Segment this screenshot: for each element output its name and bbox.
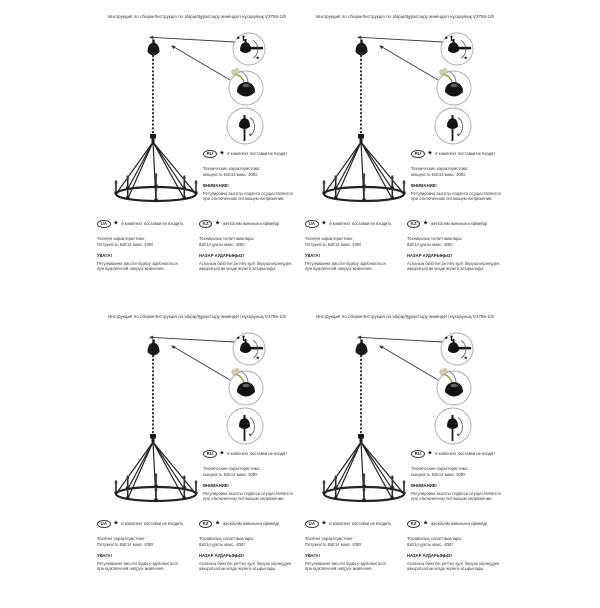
kz-warning-text: Аспаның биіктігін реттеу қуат беруші кернеуден bbox=[199, 260, 292, 266]
kz-badge-row bbox=[407, 220, 505, 228]
hub bbox=[358, 134, 364, 143]
detail-circle-wiring bbox=[229, 368, 263, 405]
kz-badge: KZ bbox=[407, 220, 420, 228]
ua-warning bbox=[97, 553, 195, 571]
ru-specs bbox=[203, 166, 301, 177]
ua-specs-title: Технічні характеристики: bbox=[305, 236, 353, 242]
star-icon: ★ bbox=[463, 55, 468, 62]
star-icon: ★ bbox=[463, 355, 468, 362]
kz-badge: KZ bbox=[199, 520, 212, 528]
page-title: Инструкция по сборке/Інструкція по збірці/Құрастыру жөніндегі нұсқаулық V3756-1/8 bbox=[316, 14, 494, 19]
star-icon: ★ bbox=[427, 449, 433, 457]
manual-page bbox=[92, 308, 302, 608]
star-icon: ★ bbox=[255, 55, 260, 62]
ua-badge-row bbox=[97, 220, 195, 228]
hub bbox=[150, 434, 156, 443]
star-icon: ★ bbox=[422, 519, 429, 527]
kz-specs-value: 8хЕ14 қуаты макс. 40Вт. bbox=[407, 241, 454, 247]
ua-warning-title: УВАГА! bbox=[97, 253, 112, 259]
star-icon: ★ bbox=[444, 335, 449, 342]
detail-circle-rod bbox=[227, 408, 263, 444]
ru-warning bbox=[411, 183, 509, 201]
ru-specs-value: мощность 8хЕ14 макс. 40Вт. bbox=[411, 471, 467, 477]
kz-warning bbox=[407, 253, 505, 271]
manual-page bbox=[300, 8, 510, 308]
kz-section bbox=[407, 520, 505, 572]
kz-not-included-note: жеткізілім жинағына кірмейді bbox=[222, 521, 279, 527]
manual-page bbox=[300, 308, 510, 608]
ru-warning-text: Регулировка высоты подвеса осуществляется bbox=[203, 490, 293, 496]
ua-warning-text: при відключеній напрузі живлення. bbox=[97, 566, 165, 572]
ru-warning-title: ВНИМАНИЕ! bbox=[411, 483, 437, 489]
ua-badge: UA bbox=[97, 220, 111, 228]
ru-badge-row bbox=[411, 150, 509, 158]
kz-badge: KZ bbox=[199, 220, 212, 228]
ru-warning bbox=[203, 483, 301, 501]
ua-badge-row bbox=[305, 520, 403, 528]
kz-not-included-note: жеткізілім жинағына кірмейді bbox=[430, 521, 487, 527]
hub bbox=[150, 134, 156, 143]
ua-warning bbox=[305, 253, 403, 271]
ceiling-canopy-icon bbox=[148, 340, 160, 356]
ua-warning-text: Регулювання висоти підвісу здійснюється bbox=[305, 560, 386, 566]
kz-badge: KZ bbox=[407, 520, 420, 528]
ru-warning bbox=[203, 183, 301, 201]
detail-circle-mounting bbox=[441, 333, 473, 365]
ru-specs bbox=[411, 466, 509, 477]
kz-not-included-note: жеткізілім жинағына кірмейді bbox=[430, 221, 487, 227]
ru-specs-title: Технические характеристики: bbox=[411, 166, 469, 172]
ru-warning-text: Регулировка высоты подвеса осуществляется bbox=[203, 190, 293, 196]
ru-warning-text: при отключенном питающем напряжении. bbox=[411, 196, 493, 202]
kz-warning-text: ажыратылған кезде жүзеге асырылады. bbox=[199, 266, 277, 272]
star-icon: ★ bbox=[444, 35, 449, 42]
kz-warning-title: НАЗАР АУДАРЫҢЫЗ! bbox=[199, 553, 244, 559]
detail-circle-mounting bbox=[441, 33, 473, 65]
ru-specs-title: Технические характеристики: bbox=[203, 466, 261, 472]
ru-badge-row bbox=[203, 450, 301, 458]
ru-section bbox=[411, 450, 509, 502]
ua-warning-text: при відключеній напрузі живлення. bbox=[305, 266, 373, 272]
callout-arrows bbox=[149, 36, 235, 81]
manual-page bbox=[92, 8, 302, 308]
kz-not-included-note: жеткізілім жинағына кірмейді bbox=[222, 221, 279, 227]
detail-circle-rod bbox=[435, 108, 471, 144]
kz-badge-row bbox=[199, 520, 297, 528]
ru-specs-value: мощность 8хЕ14 макс. 40Вт. bbox=[203, 471, 259, 477]
ua-badge-row bbox=[97, 520, 195, 528]
detail-circle-wiring bbox=[229, 68, 263, 105]
kz-warning-text: ажыратылған кезде жүзеге асырылады. bbox=[407, 566, 485, 572]
ru-badge: RU bbox=[203, 450, 217, 458]
callout-arrows bbox=[357, 336, 443, 381]
ua-warning-title: УВАГА! bbox=[305, 553, 320, 559]
star-icon: ★ bbox=[422, 219, 429, 227]
ru-warning-text: Регулировка высоты подвеса осуществляется bbox=[411, 490, 501, 496]
ru-section bbox=[203, 150, 301, 202]
ru-specs bbox=[411, 166, 509, 177]
kz-section bbox=[407, 220, 505, 272]
ua-badge-row bbox=[305, 220, 403, 228]
kz-specs-value: 8хЕ14 қуаты макс. 40Вт. bbox=[199, 541, 246, 547]
ru-specs-title: Технические характеристики: bbox=[203, 166, 261, 172]
kz-specs-title: Техникалық сипаттамалары: bbox=[407, 236, 463, 242]
ua-warning-text: Регулювання висоти підвісу здійснюється bbox=[305, 260, 386, 266]
kz-specs-value: 8хЕ14 қуаты макс. 40Вт. bbox=[407, 541, 454, 547]
ru-badge: RU bbox=[203, 150, 217, 158]
ru-badge: RU bbox=[411, 450, 425, 458]
callout-arrows bbox=[149, 336, 235, 381]
ua-badge: UA bbox=[305, 520, 319, 528]
chandelier-drawing bbox=[114, 340, 197, 502]
ru-warning-title: ВНИМАНИЕ! bbox=[411, 183, 437, 189]
ua-specs-value: Потужність 8хЕ14 макс. 40Вт bbox=[305, 541, 362, 547]
ru-section bbox=[203, 450, 301, 502]
ru-specs bbox=[203, 466, 301, 477]
star-icon: ★ bbox=[113, 219, 119, 227]
kz-warning-text: Аспаның биіктігін реттеу қуат беруші кернеуден bbox=[199, 560, 292, 566]
ru-badge: RU bbox=[411, 150, 425, 158]
star-icon: ★ bbox=[255, 355, 260, 362]
kz-section bbox=[199, 520, 297, 572]
ua-not-included-note: в комплект поставки не входить bbox=[329, 521, 392, 527]
ua-specs-value: Потужність 8хЕ14 макс. 40Вт bbox=[97, 241, 154, 247]
kz-badge-row bbox=[407, 520, 505, 528]
ceiling-canopy-icon bbox=[148, 40, 160, 56]
kz-warning-text: ажыратылған кезде жүзеге асырылады. bbox=[199, 566, 277, 572]
detail-circle-wiring bbox=[437, 368, 471, 405]
detail-circle-mounting bbox=[233, 33, 265, 65]
ua-section bbox=[305, 220, 403, 272]
detail-circle-rod bbox=[227, 108, 263, 144]
ua-specs-title: Технічні характеристики: bbox=[97, 536, 145, 542]
ru-not-included-note: в комплект поставки не входит bbox=[435, 151, 496, 157]
ua-specs-title: Технічні характеристики: bbox=[305, 536, 353, 542]
ua-section bbox=[97, 220, 195, 272]
ua-specs-value: Потужність 8хЕ14 макс. 40Вт bbox=[305, 241, 362, 247]
kz-badge-row bbox=[199, 220, 297, 228]
star-icon: ★ bbox=[321, 219, 327, 227]
ua-section bbox=[305, 520, 403, 572]
ru-specs-value: мощность 8хЕ14 макс. 40Вт. bbox=[411, 171, 467, 177]
ceiling-canopy-icon bbox=[356, 40, 368, 56]
kz-warning bbox=[199, 253, 297, 271]
ua-specs-value: Потужність 8хЕ14 макс. 40Вт bbox=[97, 541, 154, 547]
ru-specs-value: мощность 8хЕ14 макс. 40Вт. bbox=[203, 171, 259, 177]
star-icon: ★ bbox=[214, 519, 221, 527]
kz-warning-title: НАЗАР АУДАРЫҢЫЗ! bbox=[407, 253, 452, 259]
star-icon: ★ bbox=[236, 35, 241, 42]
ceiling-canopy-icon bbox=[356, 340, 368, 356]
kz-specs bbox=[407, 536, 505, 547]
ru-warning-title: ВНИМАНИЕ! bbox=[203, 483, 229, 489]
star-icon: ★ bbox=[321, 519, 327, 527]
ua-not-included-note: в комплект поставки не входить bbox=[121, 221, 184, 227]
ru-warning-text: при отключенном питающем напряжении. bbox=[411, 496, 493, 502]
ua-warning-title: УВАГА! bbox=[305, 253, 320, 259]
kz-warning bbox=[407, 553, 505, 571]
detail-circle-wiring bbox=[437, 68, 471, 105]
ru-warning-text: при отключенном питающем напряжении. bbox=[203, 196, 285, 202]
kz-warning-text: Аспаның биіктігін реттеу қуат беруші кернеуден bbox=[407, 560, 500, 566]
kz-specs bbox=[199, 536, 297, 547]
star-icon: ★ bbox=[236, 335, 241, 342]
kz-specs bbox=[407, 236, 505, 247]
ru-warning-title: ВНИМАНИЕ! bbox=[203, 183, 229, 189]
hub bbox=[358, 434, 364, 443]
detail-circle-mounting bbox=[233, 333, 265, 365]
ru-warning-text: при отключенном питающем напряжении. bbox=[203, 496, 285, 502]
ua-warning bbox=[97, 253, 195, 271]
star-icon: ★ bbox=[113, 519, 119, 527]
ua-warning-text: Регулювання висоти підвісу здійснюється bbox=[97, 260, 178, 266]
chandelier-drawing bbox=[322, 340, 405, 502]
ru-section bbox=[411, 150, 509, 202]
ua-warning bbox=[305, 553, 403, 571]
star-icon: ★ bbox=[214, 219, 221, 227]
ua-warning-text: при відключеній напрузі живлення. bbox=[305, 566, 373, 572]
kz-specs-title: Техникалық сипаттамалары: bbox=[199, 536, 255, 542]
ua-specs bbox=[97, 536, 195, 547]
ua-badge: UA bbox=[305, 220, 319, 228]
kz-specs-title: Техникалық сипаттамалары: bbox=[199, 236, 255, 242]
star-icon: ★ bbox=[427, 149, 433, 157]
page-title: Инструкция по сборке/Інструкція по збірці/Құрастыру жөніндегі нұсқаулық V3756-1/8 bbox=[108, 14, 286, 19]
page-title: Инструкция по сборке/Інструкція по збірці/Құрастыру жөніндегі нұсқаулық V3756-1/8 bbox=[316, 314, 494, 319]
kz-warning-title: НАЗАР АУДАРЫҢЫЗ! bbox=[199, 253, 244, 259]
kz-specs bbox=[199, 236, 297, 247]
kz-warning-text: ажыратылған кезде жүзеге асырылады. bbox=[407, 266, 485, 272]
ru-badge-row bbox=[203, 150, 301, 158]
chandelier-drawing bbox=[322, 40, 405, 202]
ua-warning-title: УВАГА! bbox=[97, 553, 112, 559]
callout-arrows bbox=[357, 36, 443, 81]
kz-warning-title: НАЗАР АУДАРЫҢЫЗ! bbox=[407, 553, 452, 559]
ua-warning-text: при відключеній напрузі живлення. bbox=[97, 266, 165, 272]
kz-specs-title: Техникалық сипаттамалары: bbox=[407, 536, 463, 542]
ua-section bbox=[97, 520, 195, 572]
ua-specs bbox=[305, 236, 403, 247]
ru-warning bbox=[411, 483, 509, 501]
ru-badge-row bbox=[411, 450, 509, 458]
page-title: Инструкция по сборке/Інструкція по збірці/Құрастыру жөніндегі нұсқаулық V3756-1/8 bbox=[108, 314, 286, 319]
ua-warning-text: Регулювання висоти підвісу здійснюється bbox=[97, 560, 178, 566]
ua-not-included-note: в комплект поставки не входить bbox=[329, 221, 392, 227]
ru-warning-text: Регулировка высоты подвеса осуществляется bbox=[411, 190, 501, 196]
ru-not-included-note: в комплект поставки не входит bbox=[227, 151, 288, 157]
kz-specs-value: 8хЕ14 қуаты макс. 40Вт. bbox=[199, 241, 246, 247]
ua-specs bbox=[305, 536, 403, 547]
detail-circle-rod bbox=[435, 408, 471, 444]
star-icon: ★ bbox=[219, 449, 225, 457]
kz-warning-text: Аспаның биіктігін реттеу қуат беруші кернеуден bbox=[407, 260, 500, 266]
ua-specs-title: Технічні характеристики: bbox=[97, 236, 145, 242]
ru-specs-title: Технические характеристики: bbox=[411, 466, 469, 472]
kz-warning bbox=[199, 553, 297, 571]
ru-not-included-note: в комплект поставки не входит bbox=[435, 451, 496, 457]
chandelier-drawing bbox=[114, 40, 197, 202]
star-icon: ★ bbox=[219, 149, 225, 157]
ru-not-included-note: в комплект поставки не входит bbox=[227, 451, 288, 457]
ua-badge: UA bbox=[97, 520, 111, 528]
kz-section bbox=[199, 220, 297, 272]
ua-not-included-note: в комплект поставки не входить bbox=[121, 521, 184, 527]
ua-specs bbox=[97, 236, 195, 247]
